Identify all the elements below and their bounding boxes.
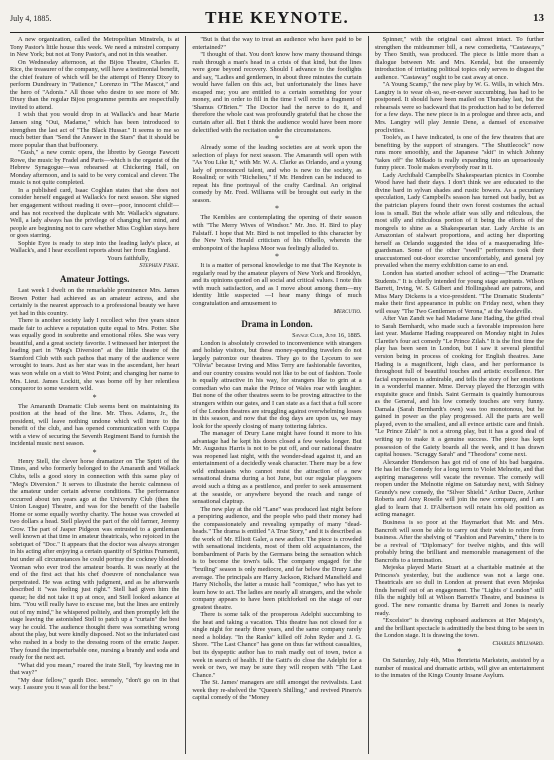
author-signature: Charles Millward. <box>492 639 544 647</box>
paragraph: Lady Archibald Campbell's Shakespearian picnics in Coombe Wood have had their days. I don't think we are educated to the divine bard in sylvan shades and rustic bowers. As a pecuniary speculation, Lady Campbell's season has turned out badly, but as the patrician players found their own forest costumes the actual loss is small. But the whole affair was silly and ridiculous, the most silly and ridiculous portion of it being the efforts of the mongrels to shine as a Shakespearian star. Lady Archie is an Amazonian of stalwart proportions, and acting her disporting herself as Orlando suggested the idea of a masquerading life-guardsman. Some of the other "swell" performers took their unaccustomed out-door exercise uncomfortably, and general joy prevailed when the merry exhibition came to an end. <box>374 171 544 270</box>
paragraph: Last week I dwelt on the remarkable prominence Mrs. James Brown Potter had achieved as an amateur actress, and she certainly is the nearest approach to a professional beauty we have yet had in this country. <box>10 286 180 317</box>
section-divider-star: * <box>274 252 279 262</box>
paragraph: Already some of the leading societies are at work upon the selection of plays for next season. The Amaranth will open with "As You Like It," with Mr. W. A. Clarke as Orlando, and a young lady of pronounced talent, and who is new to the society, as Rosalind; or with "Richelieu," if Mr. Hendren can be induced to repeat his fine portrayal of the crafty Cardinal. An original comedy by Mr. Fred. Williams will be brought out early in the season. <box>192 144 362 204</box>
paragraph: Spinner," with the original cast almost intact. To further strengthen the midsummer bill, a new comedietta, "Castaways," by Theo Smith, was produced. The piece is little more than a dialogue between Mr. and Mrs. Kendal, but the unseemly introduction of irritating political topics only serves to disgust the audience. "Castaway" ought to be cast away at once. <box>374 36 544 81</box>
dateline: Savage Club, June 16, 1885. <box>292 332 362 340</box>
paragraph: A new organization, called the Metropolitan Minstrels, is at Tony Pastor's little house this week. We need a minstrel company in New York; but not at Tony Pastor's, and not in this weather. <box>10 36 180 59</box>
paragraph: On Wednesday afternoon, at the Bijou Theatre, Charles E. Rice, the treasurer of the company, will have a testimonial benefit, the chief feature of which will be the attempt of Henry Dixey to perform Dundreary in "Patience," Lorenzo in "The Mascot," and the hero of "Adonis." All those who desire to see more of Mr. Dixey than the regular Bijou programme permits are respectfully invited to attend. <box>10 58 180 111</box>
paragraph: On Saturday, July 4th, Miss Henrietta Markstein, assisted by a number of musical and dramatic artists, will give an entertainment to the inmates of the Kings County Insane Asylum. <box>374 657 544 680</box>
paragraph: "But is that the way to treat an audience who have paid to be entertained?" <box>192 36 362 51</box>
paragraph: There is some talk of the prosperous Adelphi succumbing to the heat and taking a vacation. This theatre has not closed for a single night for nearly three years, and the same company rarely need a holiday. "In the Ranks" killed off John Ryder and J. G. Shore. "The Last Chance" has gone on thus far without casualties, but its dyspeptic author has to rush madly out of town, twice a week in search of health. If the Gatti's do close the Adelphi for a week or two, we may be sure they will reopen with "The Last Chance." <box>192 611 362 679</box>
paragraph: Business is so poor at the Haymarket that Mr. and Mrs. Bancroft will soon be able to carry out their wish to retire from business. After the shelving of "Fashion and Parvenim," there is to be a revival of "Diplomacy" for twelve nights, and this will probably bring the brilliant and memorable management of the Bancrofts to a termination. <box>374 519 544 564</box>
paragraph: The St. James' managers are still amongst the revivalists. Last week they re-shelved the "Queen's Shilling," and revived Pinero's capital comedy of the "Money <box>192 679 362 702</box>
paragraph: "A Young Scamp," the new play by W. G. Wills, in which Mrs. Langtry is to wear oh-so, ne-er-never succumbing, has had to be postponed. It should have been mailed on Thursday last, but the rehearsals were so backward that its production had to be deferred for a few days. The new piece is in a prologue and three acts, and Mrs. Langtry will play Jennie Dene, a damsel of excessive proclivities. <box>374 81 544 134</box>
masthead-title: THE KEYNOTE. <box>205 8 349 27</box>
author-signature: Mercutio. <box>333 307 362 315</box>
column-divider <box>368 36 369 754</box>
section-divider-star: * <box>457 647 462 657</box>
paragraph: Henry Stell, the clever horse dramatizer on The Spirit of the Times, and who formerly belonged to the Amaranth and Wallack Clubs, tells a good story in connection with this same play of "Meg's Diversion." It serves to illustrate the heroic calmness of the amateur under certain adverse conditions. The performance occurred about ten years ago at the University Club (then the Union League) Theatre, and was for the benefit of the Isabelle Home or some equally worthy charity. The house was crowded at two dollars a head. Stell played the part of the old farmer, Jeremy Crow. The part of Jasper Pidgeon was entrusted to a gentleman well known at that time in amateur theatricals, who rejoiced in the sobriquet of "Doc." It appears that the doctor was always stronger in his acting after enjoying a certain quantity of Spiritus Frumenti, but under all circumstances he could portray the cockney blooded Yeoman who ever trod the amateur boards. It was nearly at the end of the first act that his chef d'oeuvre of nonchalance was perpetrated. He was acting with judgment, and as he afterwards described it "was feeling just right." Stell had given him the queue; he did not take it up at once, and Stell looked askance at him. "You will really have to excuse me, but the lines are entirely out of my mind," he whispered politely, and then promptly left the stage leaving the astonished Stell to patch up a "curtain" the best way he could. The audience thought there was something wrong about the play, but were kindly disposed. Not so the infuriated cast who rushed in a body to the dressing room of the erratic Jasper. They found the imperturbable one, nursing a brandy and soda and ready for the next act. <box>10 457 180 662</box>
paragraph: "Excelsior" is drawing cupboard audiences at Her Majesty's, and the brilliant spectacle is admittedly the best thing to be seen in the London stage. It is drawing the town. <box>374 617 544 640</box>
paragraph: London is absolutely crowded to inconvenience with strangers and holiday visitors, but these money-spending travelers do not largely patronize our theatres. They go to the Lyceum to see "Olivia" because Irving and Miss Terry are fashionable favorites, and our country cousins would not like to be out of fashion. Toole is equally attractive in his way, for strangers like to grin at a comedian who can make the Prince of Wales roar with laughter. But none of the other theatres seem to be proving attractive to the strangers within our gates, and I can state as a fact that a full score of the London theatres are struggling against overwhelming losses in this season, and now that the dog days are upon us, we may look for the speedy closing of many tottering fabrics. <box>192 339 362 430</box>
article-columns <box>10 36 544 754</box>
paragraph: Toole's, as I have indicated, is one of the few theatres that are benefiting by the support of strangers. "The Shuttlecock" now runs more smoothly, and the Japanese "skit" in which Johnny "takes off" the Mikado is really expanding into an uproariously funny piece. Toole makes everybody roar in it. <box>374 134 544 172</box>
paragraph: Alexander Henderson has got rid of one of his bad bargains. He has let the Comedy for a long term to Violet Melnotte, and that aspiring manageress will vacate the revenue. The comedy will reopen under the Melnotte régime on Saturday next, with Sidney Grundy's new comedy, the "Silver Shield." Arthur Dacre, Arthur Roberts and Amy Roselle will join the new company, and I am glad to learn that J. D'Albertson will retain his old position as acting manager. <box>374 458 544 519</box>
column-2 <box>192 36 361 754</box>
section-divider-star: * <box>92 392 97 402</box>
column-3 <box>375 36 544 754</box>
paragraph: "Gush," a new comic opera, the libretto by George Fawcett Rowe, the music by Fradel and Paris—which is the organist of the Hebrew Synagogue—was rehearsed at Chickering Hall, on Monday afternoon, and is said to be very comical and clever. The music is not quite completed. <box>10 149 180 187</box>
paragraph: Mejeska played Marie Stuart at a charitable matinée at the Princess's yesterday, but the audience was not a large one. Theatricals are so dull in London at present that even Mejeska finds herself out of an engagement. The "Lights o' London" still fills the nightly bill at Wilson Barrett's Theatre, and business is good. The new romantic drama by Barrett and Jones is nearly ready. <box>374 564 544 617</box>
author-signature: Stephen Fiske. <box>139 262 180 270</box>
paragraph: The Amaranth Dramatic Club seems bent on maintaining its position at the head of the line. Mr. Thos. Adams, Jr., the president, will leave nothing undone which will inure to the benefit of the club, and has opened communication with Cuppa with a view of securing the Seventh Regiment Band to furnish the incidental music next season. <box>10 402 180 448</box>
page-header <box>10 4 544 33</box>
section-heading: Amateur Jottings. <box>60 273 130 284</box>
paragraph: Sophie Eyre is ready to step into the leading lady's place, at Wallack's, and I hear excellent reports about her from England. <box>10 239 180 255</box>
paragraph: There is another society lady I recollect who five years since made fair to achieve a reputation quite equal to Mrs. Potter. She was equally good in soubrette and emotional rôles. She was very beautiful, and a great society favorite. I witnessed her interpret the leading part in "Meg's Diversion" at the little theatre of the Stamford Club with such pathos that many of the audience were wrought to tears. Just as her star was in the ascendant, her heart was won while on a visit to West Point; and changing her name to Mrs. Lieut. James Lockitt, she was borne off by her relentless conqueror to some western wild. <box>10 317 180 393</box>
paragraph: The Kembles are contemplating the opening of their season with "The Merry Wives of Windsor." Mr. Jno. H. Bird to play Falstaff. I hope that Mr. Bird is not impelled to this character by the New York Herald criticism of his Othello, wherein the embonpoint of the hapless Moor was feelingly alluded to. <box>192 214 362 252</box>
paragraph: London has started another school of acting—"The Dramatic Students." It is chiefly intended for young stage aspirants. Wilson Barrett, Irving, W. S. Gilbert and Hollingshead are patrons, and Miss Mary Dickens is a vice-president. "The Dramatic Students" make their first appearance in public on Friday next, when they will essay "The Two Gentlemen of Verona," at the Vaudeville. <box>374 269 544 315</box>
section-divider-star: * <box>92 447 97 457</box>
paragraph: The manager of Drury Lane might have found it more to his advantage had he kept his doors closed a few weeks longer. But Mr. Augustus Harris is not to be put off, and our national theatre was reopened last night, with the wonder-dead against it, and an entertainment of a decidedly weak character. There may be a few wild enthusiasts who cannot resist the attraction of a new sensational drama during a hot June, but our regular playgoers avoid such a thing as a pestilence, and prefer to seek amusement at the seaside, or anywhere beyond the reach and range of sensational claptrap. <box>192 430 362 506</box>
section-heading: Drama in London. <box>241 319 313 330</box>
paragraph: The new play at the old "Lane" was produced last night before a perspiring audience, and the people who paid their money had the compassionately and revealing sympathy of many "dead-heads." The drama is entitled "A True Story," and it is described as the work of Mr. Elliott Galer, a new author. The piece is crowded with sensational incidents, most of them old acquaintances, the bombardment of Paris by the Germans being the sensation which is to become the town's talk. The company engaged for the "bruiling" season is only mediocre, and far below the Drury Lane average. The principals are Harry Jackson, Richard Mansfield and Harry Nicholls, the latter a music hall "comique," who has yet to learn how to act. The ladies are nearly all strangers, and the whole company appears to have been pitchforked on the stage of our greatest theatre. <box>192 505 362 611</box>
paragraph: In a published card, Isaac Coghlan states that she does not consider herself engaged at Wallack's for next season. She signed her engagement without reading it over—poor, innocent child!—and has not received the duplicate with Mr. Wallack's signature. Well, a lady always has the privilege of changing her mind, and people are beginning not to care whether Miss Coghlan stays here or goes starring. <box>10 186 180 240</box>
letter-closing: Yours faithfully, <box>107 254 150 262</box>
issue-date: July 4, 1885. <box>10 13 52 23</box>
paragraph: "What did you mean," roared the irate Stell, "by leaving me in that way?" <box>10 661 180 677</box>
paragraph: "I thought of that. You don't know how many thousand things rush through a man's head in a crisis of that kind, but the lines were gone beyond recovery. Should I advance to the footlights and say, "Ladies and gentlemen, in about three minutes the curtain would have fallen on this act, but unfortunately the lines have escaped me; you are entitled to a certain something for your money, and in order to fill in the time I will recite a fragment of 'Shamus O'Brien.'" The Doctor had the nerve to do it, and therefore the whole cast was profoundly grateful that he chose the curtain after all. But I think the audience would have been more delectified with the recitation under the circumstances. <box>192 51 362 134</box>
paragraph: It is a matter of personal knowledge to me that The Keynote is regularly read by the amateur players of New York and Brooklyn, and its opinions quoted on all social and critical values. I note this with much satisfaction, and as I move about among them—my identity little suspected —I hear many things of much congratulation and amusement to <box>192 262 362 307</box>
column-1 <box>10 36 179 754</box>
paragraph: After Van Zandt we had Madame Jane Hading, the gifted rival to Sarah Bernhardt, who made such a favorable impression here last year. Madame Hading reappeared on Monday night in Jules Claretie's four act comedy "Le Prince Zilah." It is the first time the play has been seen in London, but I saw it several plentiful version being in process of cooking for English theatres. Jane Hading is a magnificent, high class, and her performance is throughout full of beautiful touches and artistic excellence. Her facial expression is admirable, and tells the story of her emotions in a wonderful manner. Mme. Dervay played the Herzogin with exquisite grace and finish. Saint Germain is quaintly humourous as the General, and his low comedy touches are very funny. Damala (Sarah Bernhardt's own) was too monotonous, but he gained in power as the play progressed. All the parts are well played, even to the smallest, and all evince artistic care and finish. "Le Prince Zilah" is not a strong play, but it has a good deal of writing up to make it a genuine success. The piece has kept possession of the Gaiety boards all the week, and it has drawn capital houses. "Scraggy Sarah" and "Theodora" come next. <box>374 315 544 459</box>
section-divider-star: * <box>274 204 279 214</box>
column-divider <box>185 36 186 754</box>
paragraph: I wish that you would drop in at Wallack's and hear Marie Jansen sing "Oui, Madame," which has been introduced to strengthen the last act of "The Black Hussar." It seems to me so much better than "Send the Answer in the Stars" that it should be more popular than that buffoonery. <box>10 111 180 149</box>
paragraph: "My dear fellow," quoth Doc. serenely, "don't go on in that way. I assure you it was all for the best." <box>10 676 180 692</box>
page-number: 13 <box>533 12 544 24</box>
section-divider-star: * <box>274 134 279 144</box>
